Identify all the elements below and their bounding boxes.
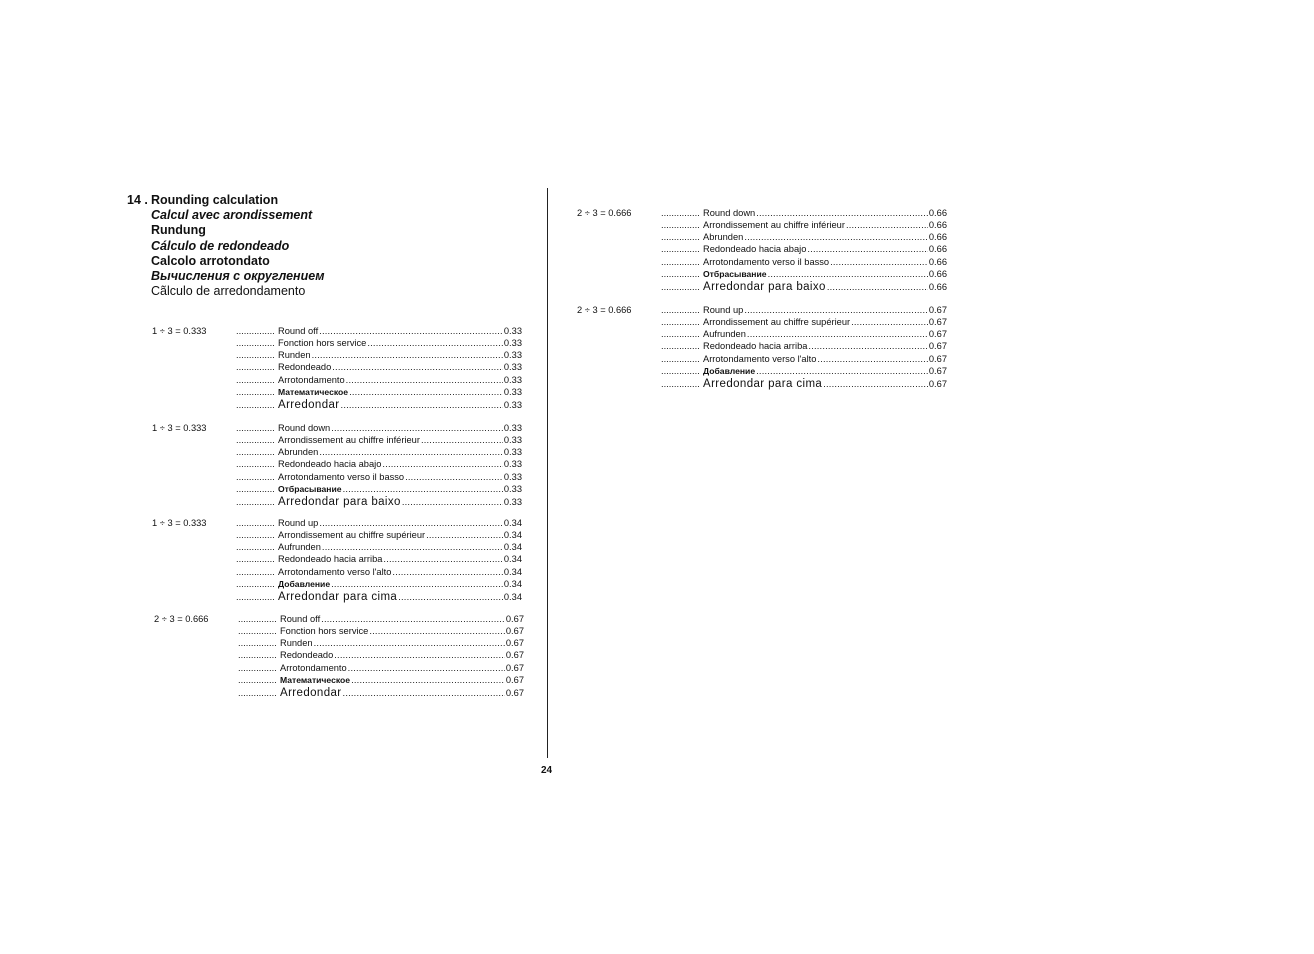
leader-dots xyxy=(236,518,274,528)
result-value: 0.66 xyxy=(928,208,947,218)
result-value: 0.66 xyxy=(928,256,947,267)
result-value: 0.67 xyxy=(505,638,524,649)
result-row xyxy=(236,326,522,338)
mode-label: Runden xyxy=(278,350,311,361)
result-row xyxy=(236,423,522,435)
leader-dots xyxy=(236,497,274,507)
calculation-expression: 2 ÷ 3 = 0.666 xyxy=(577,208,632,218)
result-row xyxy=(236,554,522,566)
result-value: 0.34 xyxy=(503,591,522,602)
result-row xyxy=(661,305,947,317)
leader-dots xyxy=(238,663,276,673)
leader-dots xyxy=(351,675,505,685)
leader-dots xyxy=(405,472,503,482)
result-value: 0.33 xyxy=(503,386,522,397)
leader-dots xyxy=(402,497,503,507)
calculation-expression: 2 ÷ 3 = 0.666 xyxy=(577,305,632,315)
heading-title-ru: Вычисления с округлением xyxy=(151,269,325,284)
mode-label: Redondeado hacia abajo xyxy=(703,244,807,255)
leader-dots xyxy=(421,435,503,445)
mode-label: Arredondar xyxy=(280,686,342,699)
result-value: 0.67 xyxy=(505,674,524,685)
result-value: 0.67 xyxy=(505,614,524,624)
leader-dots xyxy=(343,688,505,698)
result-value: 0.66 xyxy=(928,220,947,231)
mode-label: Arredondar para cima xyxy=(703,377,823,390)
leader-dots xyxy=(238,650,276,660)
result-row xyxy=(236,375,522,387)
result-row xyxy=(238,626,524,638)
result-value: 0.33 xyxy=(503,435,522,446)
result-value: 0.34 xyxy=(503,542,522,553)
leader-dots xyxy=(322,542,503,552)
leader-dots xyxy=(236,326,274,336)
result-row xyxy=(236,530,522,542)
result-row xyxy=(661,354,947,366)
mode-label: Arrotondamento xyxy=(278,374,345,385)
result-row xyxy=(236,591,522,603)
leader-dots xyxy=(236,387,274,397)
leader-dots xyxy=(236,435,274,445)
result-row xyxy=(661,378,947,390)
result-row xyxy=(236,496,522,508)
mode-label: Redondeado hacia arriba xyxy=(278,554,383,565)
leader-dots xyxy=(331,423,503,433)
mode-label: Arrotondamento verso il basso xyxy=(278,471,405,482)
result-value: 0.67 xyxy=(928,341,947,352)
mode-label: Round off xyxy=(278,326,319,336)
result-row xyxy=(236,542,522,554)
leader-dots xyxy=(383,554,502,564)
leader-dots xyxy=(382,459,503,469)
mode-label: Abrunden xyxy=(278,447,319,458)
result-row xyxy=(238,663,524,675)
result-row xyxy=(236,362,522,374)
result-value: 0.67 xyxy=(505,650,524,661)
result-value: 0.33 xyxy=(503,374,522,385)
leader-dots xyxy=(426,530,503,540)
leader-dots xyxy=(349,387,503,397)
section-heading xyxy=(127,193,324,299)
leader-dots xyxy=(661,282,699,292)
result-value: 0.34 xyxy=(503,554,522,565)
leader-dots xyxy=(846,220,928,230)
leader-dots xyxy=(236,530,274,540)
result-row xyxy=(236,579,522,591)
mode-label: Добавление xyxy=(278,578,331,589)
mode-label: Arrotondamento verso l'alto xyxy=(278,566,392,577)
leader-dots xyxy=(756,208,928,218)
leader-dots xyxy=(236,423,274,433)
result-row xyxy=(238,687,524,699)
result-value: 0.33 xyxy=(503,496,522,507)
leader-dots xyxy=(236,400,274,410)
result-value: 0.33 xyxy=(503,399,522,410)
mode-label: Математическое xyxy=(280,674,351,685)
result-value: 0.33 xyxy=(503,326,522,336)
mode-label: Abrunden xyxy=(703,232,744,243)
result-value: 0.67 xyxy=(928,365,947,376)
leader-dots xyxy=(827,282,928,292)
leader-dots xyxy=(661,354,699,364)
leader-dots xyxy=(747,329,928,339)
leader-dots xyxy=(661,244,699,254)
result-row xyxy=(661,366,947,378)
result-row xyxy=(661,329,947,341)
leader-dots xyxy=(744,232,928,242)
result-value: 0.33 xyxy=(503,447,522,458)
mode-label: Redondeado hacia arriba xyxy=(703,341,808,352)
heading-title-de: Rundung xyxy=(151,223,206,238)
leader-dots xyxy=(808,341,927,351)
mode-label: Добавление xyxy=(703,365,756,376)
leader-dots xyxy=(341,400,503,410)
leader-dots xyxy=(236,567,274,577)
calculation-expression: 2 ÷ 3 = 0.666 xyxy=(154,614,209,624)
result-value: 0.67 xyxy=(928,378,947,389)
leader-dots xyxy=(367,338,503,348)
heading-title-it: Calcolo arrotondato xyxy=(151,253,270,268)
mode-label: Round down xyxy=(278,423,331,433)
result-value: 0.67 xyxy=(928,305,947,315)
heading-title-es: Cálculo de redondeado xyxy=(151,238,290,253)
result-row xyxy=(238,650,524,662)
result-value: 0.34 xyxy=(503,578,522,589)
result-row xyxy=(661,244,947,256)
leader-dots xyxy=(319,447,503,457)
leader-dots xyxy=(236,447,274,457)
result-row xyxy=(661,220,947,232)
mode-label: Отбрасывание xyxy=(278,483,342,494)
mode-label: Fonction hors service xyxy=(280,626,369,637)
mode-label: Aufrunden xyxy=(703,329,746,340)
leader-dots xyxy=(319,518,503,528)
leader-dots xyxy=(236,542,274,552)
result-row xyxy=(236,387,522,399)
leader-dots xyxy=(238,638,276,648)
result-value: 0.67 xyxy=(928,353,947,364)
mode-label: Arrotondamento xyxy=(280,662,347,673)
mode-label: Отбрасывание xyxy=(703,268,767,279)
mode-label: Arredondar xyxy=(278,398,340,411)
leader-dots xyxy=(314,638,505,648)
leader-dots xyxy=(334,650,505,660)
mode-label: Fonction hors service xyxy=(278,338,367,349)
calculation-expression: 1 ÷ 3 = 0.333 xyxy=(152,518,207,528)
result-row xyxy=(238,614,524,626)
leader-dots xyxy=(661,208,699,218)
leader-dots xyxy=(398,592,503,602)
leader-dots xyxy=(661,379,699,389)
result-value: 0.67 xyxy=(928,329,947,340)
result-row xyxy=(236,459,522,471)
mode-label: Arrondissement au chiffre supérieur xyxy=(278,530,426,541)
leader-dots xyxy=(756,366,928,376)
mode-label: Redondeado xyxy=(280,650,334,661)
leader-dots xyxy=(236,338,274,348)
result-row xyxy=(661,341,947,353)
calculation-expression: 1 ÷ 3 = 0.333 xyxy=(152,326,207,336)
result-value: 0.34 xyxy=(503,518,522,528)
result-row xyxy=(661,257,947,269)
leader-dots xyxy=(346,375,503,385)
leader-dots xyxy=(661,366,699,376)
mode-label: Redondeado hacia abajo xyxy=(278,459,382,470)
leader-dots xyxy=(661,257,699,267)
heading-title-fr: Calcul avec arondissement xyxy=(151,208,313,223)
mode-label: Arrotondamento verso l'alto xyxy=(703,353,817,364)
leader-dots xyxy=(236,362,274,372)
result-value: 0.33 xyxy=(503,459,522,470)
leader-dots xyxy=(238,688,276,698)
leader-dots xyxy=(661,341,699,351)
result-value: 0.33 xyxy=(503,423,522,433)
mode-label: Arrondissement au chiffre inférieur xyxy=(703,220,845,231)
mode-label: Arredondar para baixo xyxy=(703,280,826,293)
result-value: 0.66 xyxy=(928,268,947,279)
leader-dots xyxy=(236,350,274,360)
leader-dots xyxy=(830,257,928,267)
result-row xyxy=(236,338,522,350)
leader-dots xyxy=(661,305,699,315)
result-value: 0.33 xyxy=(503,350,522,361)
leader-dots xyxy=(238,675,276,685)
mode-label: Round off xyxy=(280,614,321,624)
result-value: 0.33 xyxy=(503,362,522,373)
result-row xyxy=(661,317,947,329)
calculation-expression: 1 ÷ 3 = 0.333 xyxy=(152,423,207,433)
result-row xyxy=(236,435,522,447)
mode-label: Round up xyxy=(703,305,744,315)
leader-dots xyxy=(236,459,274,469)
leader-dots xyxy=(321,614,505,624)
leader-dots xyxy=(661,232,699,242)
leader-dots xyxy=(343,484,503,494)
mode-label: Arrondissement au chiffre inférieur xyxy=(278,435,420,446)
result-value: 0.34 xyxy=(503,566,522,577)
leader-dots xyxy=(238,626,276,636)
leader-dots xyxy=(332,362,503,372)
mode-label: Aufrunden xyxy=(278,542,321,553)
result-value: 0.67 xyxy=(928,317,947,328)
leader-dots xyxy=(312,350,503,360)
result-row xyxy=(661,208,947,220)
result-value: 0.67 xyxy=(505,687,524,698)
result-value: 0.66 xyxy=(928,232,947,243)
mode-label: Redondeado xyxy=(278,362,332,373)
result-value: 0.34 xyxy=(503,530,522,541)
result-value: 0.33 xyxy=(503,338,522,349)
section-number: 14 . xyxy=(127,193,148,207)
leader-dots xyxy=(851,317,928,327)
result-row xyxy=(238,675,524,687)
mode-label: Математическое xyxy=(278,386,349,397)
result-value: 0.66 xyxy=(928,281,947,292)
mode-label: Arrondissement au chiffre supérieur xyxy=(703,317,851,328)
result-row xyxy=(236,447,522,459)
result-row xyxy=(236,567,522,579)
mode-label: Arredondar para baixo xyxy=(278,495,401,508)
leader-dots xyxy=(236,579,274,589)
leader-dots xyxy=(369,626,505,636)
result-value: 0.67 xyxy=(505,662,524,673)
result-value: 0.66 xyxy=(928,244,947,255)
leader-dots xyxy=(661,329,699,339)
result-row xyxy=(661,281,947,293)
leader-dots xyxy=(331,579,503,589)
leader-dots xyxy=(236,375,274,385)
leader-dots xyxy=(236,472,274,482)
page-number: 24 xyxy=(541,765,553,776)
column-divider xyxy=(547,188,548,758)
result-value: 0.67 xyxy=(505,626,524,637)
mode-label: Arredondar para cima xyxy=(278,590,398,603)
mode-label: Round up xyxy=(278,518,319,528)
leader-dots xyxy=(319,326,503,336)
mode-label: Runden xyxy=(280,638,313,649)
leader-dots xyxy=(768,269,928,279)
result-row xyxy=(236,472,522,484)
leader-dots xyxy=(823,379,928,389)
leader-dots xyxy=(661,317,699,327)
leader-dots xyxy=(661,269,699,279)
leader-dots xyxy=(236,592,274,602)
leader-dots xyxy=(807,244,928,254)
leader-dots xyxy=(392,567,502,577)
leader-dots xyxy=(744,305,928,315)
mode-label: Arrotondamento verso il basso xyxy=(703,256,830,267)
result-row xyxy=(236,484,522,496)
leader-dots xyxy=(236,484,274,494)
result-value: 0.33 xyxy=(503,471,522,482)
result-value: 0.33 xyxy=(503,483,522,494)
leader-dots xyxy=(817,354,927,364)
mode-label: Round down xyxy=(703,208,756,218)
leader-dots xyxy=(236,554,274,564)
result-row xyxy=(661,232,947,244)
heading-title-en: 14 . Rounding calculation xyxy=(127,193,279,207)
result-row xyxy=(236,350,522,362)
leader-dots xyxy=(348,663,505,673)
leader-dots xyxy=(661,220,699,230)
result-row xyxy=(236,399,522,411)
result-row xyxy=(236,518,522,530)
leader-dots xyxy=(238,614,276,624)
result-row xyxy=(238,638,524,650)
result-row xyxy=(661,269,947,281)
heading-title-pt: Cãlculo de arredondamento xyxy=(151,284,306,299)
